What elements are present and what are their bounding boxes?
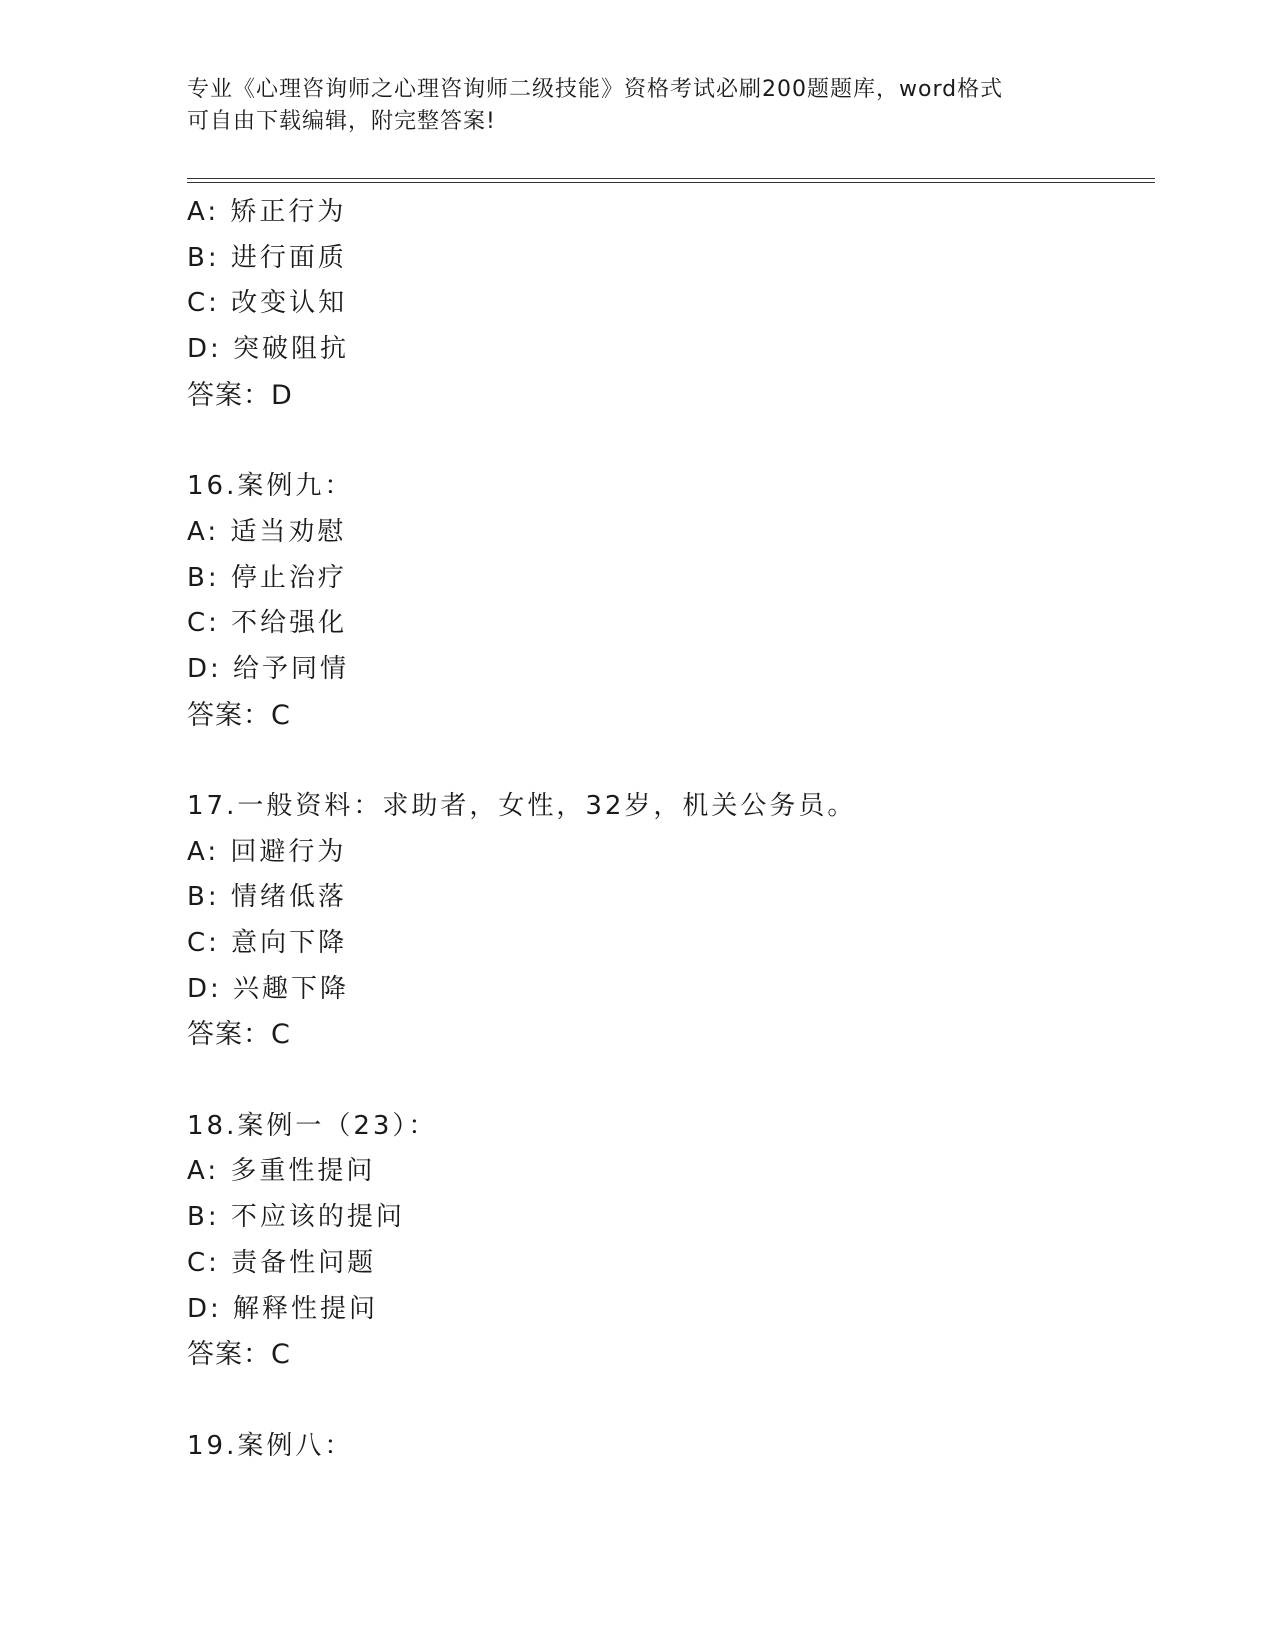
option-c: C: 改变认知	[187, 288, 348, 319]
answer-line: 答案：C	[187, 1019, 291, 1051]
option-a: A: 适当劝慰	[187, 516, 347, 547]
option-d: D: 给予同情	[187, 653, 350, 684]
option-c: C: 责备性问题	[187, 1247, 377, 1278]
option-a: A: 回避行为	[187, 836, 347, 867]
option-b: B: 进行面质	[187, 242, 347, 273]
header-divider	[187, 178, 1155, 183]
answer-line: 答案：C	[187, 699, 291, 731]
answer-line: 答案：C	[187, 1339, 291, 1371]
option-d: D: 突破阻抗	[187, 334, 350, 365]
header-line-1: 专业《心理咨询师之心理咨询师二级技能》资格考试必刷200题题库，word格式	[187, 77, 1004, 102]
option-b: B: 情绪低落	[187, 882, 347, 913]
question-stem: 18.案例一（23）：	[187, 1110, 438, 1141]
document-header	[187, 74, 1087, 138]
header-line-2: 可自由下载编辑，附完整答案!	[187, 109, 496, 134]
question-stem: 17.一般资料：求助者，女性，32岁，机关公务员。	[187, 790, 857, 821]
question-block	[187, 1104, 1147, 1378]
option-d: D: 兴趣下降	[187, 973, 350, 1004]
question-block	[187, 784, 1147, 1058]
option-b: B: 停止治疗	[187, 562, 347, 593]
option-b: B: 不应该的提问	[187, 1202, 405, 1233]
question-stem: 16.案例九：	[187, 471, 354, 502]
answer-line: 答案：D	[187, 379, 293, 411]
option-a: A: 多重性提问	[187, 1156, 376, 1187]
option-a: A: 矫正行为	[187, 197, 347, 227]
option-d: D: 解释性提问	[187, 1293, 379, 1324]
question-stem: 19.案例八：	[187, 1430, 354, 1461]
option-c: C: 意向下降	[187, 928, 348, 958]
question-list	[187, 190, 1147, 1469]
question-block	[187, 190, 1147, 418]
question-block	[187, 464, 1147, 738]
option-c: C: 不给强化	[187, 608, 348, 639]
question-block	[187, 1424, 1147, 1470]
